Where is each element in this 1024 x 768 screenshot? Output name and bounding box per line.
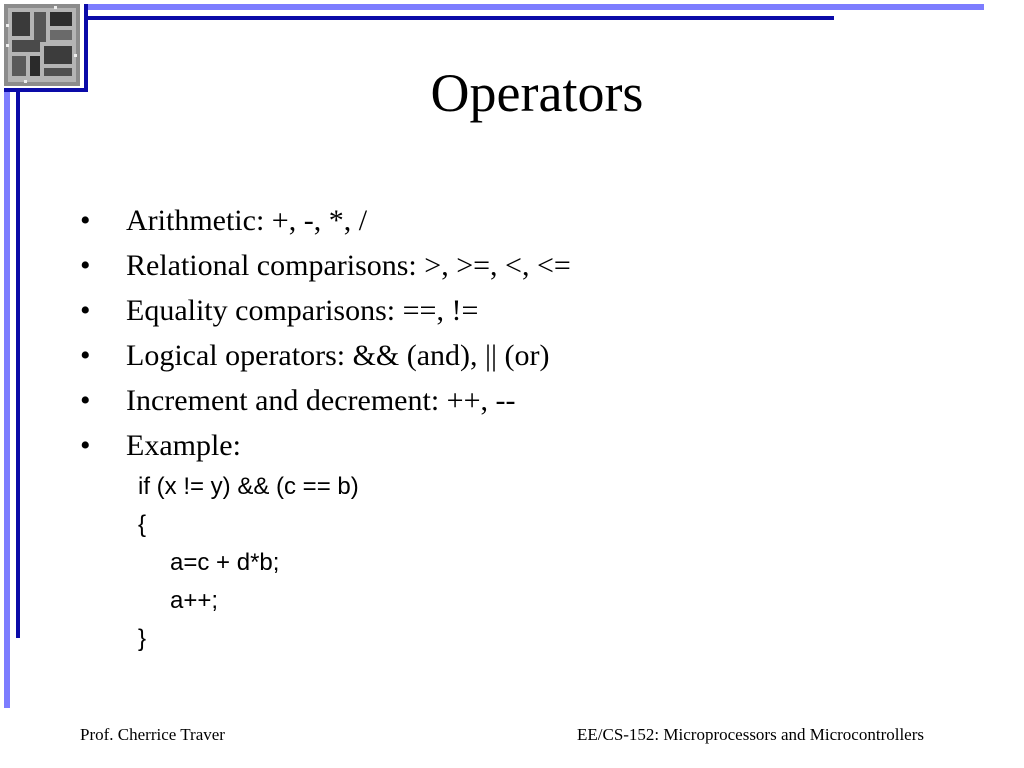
code-line: { [138,511,147,538]
code-line: if (x != y) && (c == b) [138,473,359,500]
top-accent-bar [84,4,984,10]
bullet-item [80,198,571,243]
bullet-item [80,423,571,468]
bullet-item [80,243,571,288]
bullet-dot-icon: • [80,294,91,327]
bullet-text: Logical operators: && (and), || (or) [126,339,550,372]
footer-author: Prof. Cherrice Traver [80,725,225,744]
code-example [138,468,359,658]
bullet-item [80,333,571,378]
bullet-text: Increment and decrement: ++, -- [126,384,516,417]
code-line: a=c + d*b; [170,549,280,576]
left-inner-accent-bar [16,88,20,638]
bullet-dot-icon: • [80,204,91,237]
bullet-dot-icon: • [80,339,91,372]
bullet-dot-icon: • [80,384,91,417]
bullet-text: Arithmetic: +, -, *, / [126,204,368,237]
bullet-list [80,198,571,468]
bullet-dot-icon: • [80,429,91,462]
left-accent-bar [4,88,10,708]
code-line: a++; [170,587,219,614]
bullet-text: Equality comparisons: ==, != [126,294,479,327]
slide-title: Operators [430,63,644,123]
bullet-text: Relational comparisons: >, >=, <, <= [126,249,571,282]
bullet-item [80,288,571,333]
footer-course: EE/CS-152: Microprocessors and Microcontrollers [576,725,924,744]
bullet-item [80,378,571,423]
bullet-dot-icon: • [80,249,91,282]
top-inner-accent-bar [84,16,834,20]
bullet-text: Example: [126,429,241,462]
code-line: } [138,625,147,652]
